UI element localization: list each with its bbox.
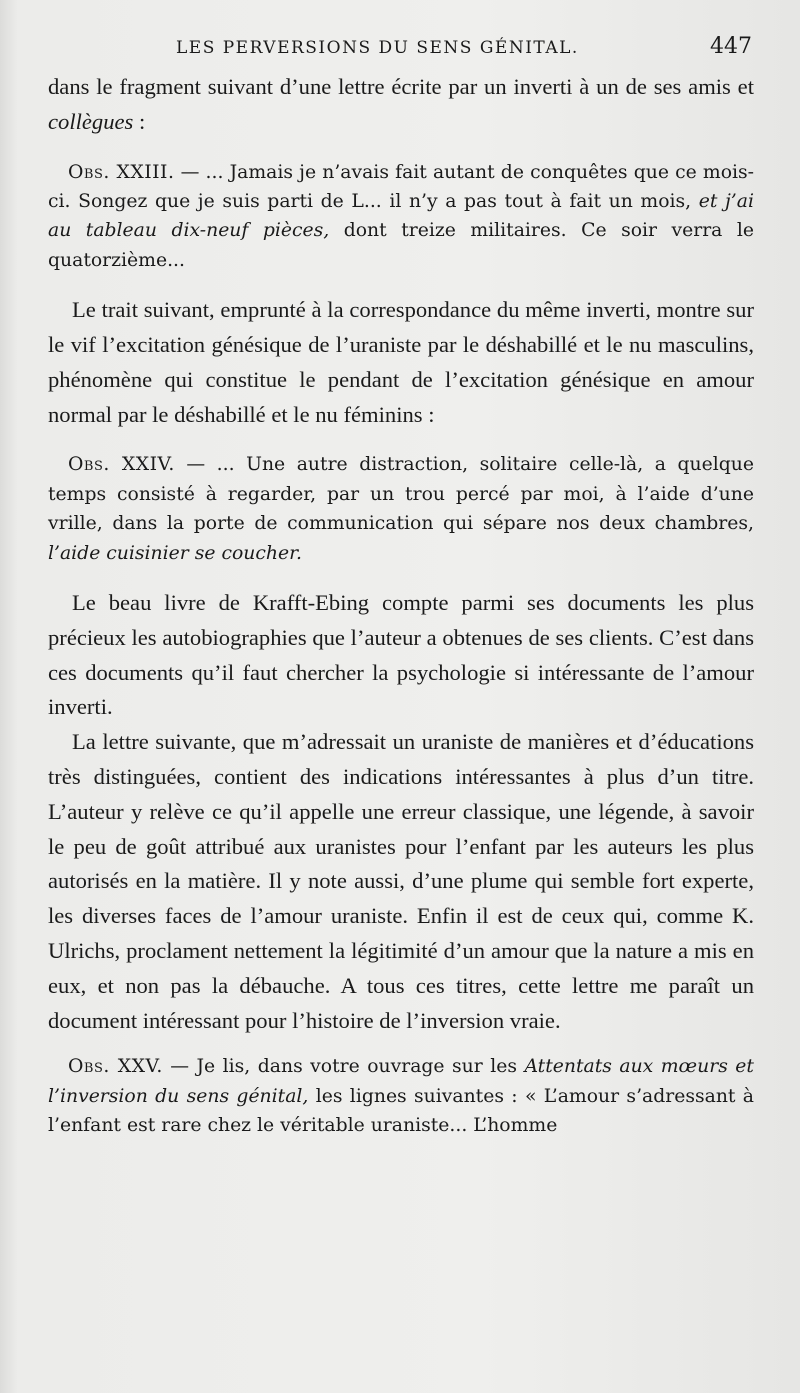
text-run: Le beau livre de Krafft-Ebing compte parmi ses documents les plus précieux les autobiographies que l’auteur a obtenues de ses clients. C’est dans ces documents qu’il faut chercher la psychologie si intéressante de l’amour inverti. [48, 590, 754, 720]
observation-label: Obs. XXIV. [68, 454, 175, 476]
observation-label: Obs. XXV. [68, 1056, 163, 1078]
italic-text-run: collègues [48, 108, 134, 134]
paragraph-intro [48, 70, 754, 140]
paragraph-lettre [48, 725, 754, 1038]
running-title: LES PERVERSIONS DU SENS GÉNITAL. [176, 38, 579, 58]
text-run: Le trait suivant, emprunté à la correspondance du même inverti, montre sur le vif l’excitation génésique de l’uraniste par le déshabillé et le nu masculins, phénomène qui constitue le pendant de l’excitation génésique en amour normal par le déshabillé et le nu féminins : [48, 297, 754, 427]
italic-text-run: Attentats aux mœurs et l’inversion du sens génital, [48, 1056, 754, 1107]
text-run: — Je lis, dans votre ouvrage sur les [162, 1056, 525, 1078]
page-body [48, 70, 754, 1141]
text-run: — ... Jamais je n’avais fait autant de conquêtes que ce mois-ci. Songez que je suis parti de L... il n’y a pas tout à fait un mois, [48, 161, 755, 212]
text-run: : [133, 108, 146, 134]
text-run: les lignes suivantes : « L’amour s’adressant à l’enfant est rare chez le véritable uraniste... L’homme [48, 1085, 754, 1137]
paragraph-krafft-ebing [48, 586, 754, 725]
italic-text-run: et j’ai au tableau dix-neuf pièces, [48, 191, 754, 242]
observation-label: Obs. XXIII. [68, 161, 175, 183]
paragraph-trait [48, 293, 754, 432]
text-run: dont treize militaires. Ce soir verra le quatorzième... [48, 220, 754, 271]
page-header [48, 34, 752, 64]
observation-25 [48, 1052, 754, 1140]
page-number: 447 [710, 34, 752, 59]
text-run: La lettre suivante, que m’adressait un uraniste de manières et d’éducations très distinguées, contient des indications intéressantes à plus d’un titre. L’auteur y relève ce qu’il appelle une erreur classique, une légende, à savoir le peu de goût attribué aux uranistes pour l’enfant par les auteurs les plus autorisés en la matière. Il y note aussi, d’une plume qui semble fort experte, les diverses faces de l’amour uraniste. Enfin il est de ceux qui, comme K. Ulrichs, proclament nettement la légitimité d’un amour que la nature a mis en eux, et non pas la débauche. A tous ces titres, cette lettre me paraît un document intéressant pour l’histoire de l’inversion vraie. [48, 729, 754, 1033]
observation-23 [48, 158, 754, 276]
italic-text-run: l’aide cuisinier se coucher. [48, 542, 302, 564]
observation-24 [48, 450, 754, 568]
text-run: dans le fragment suivant d’une lettre écrite par un inverti à un de ses amis et [48, 74, 754, 99]
text-run: — ... Une autre distraction, solitaire celle-là, a quelque temps consisté à regarder, par un trou percé par moi, à l’aide d’une vrille, dans la porte de communication qui sépare nos deux chambres, [48, 454, 754, 535]
